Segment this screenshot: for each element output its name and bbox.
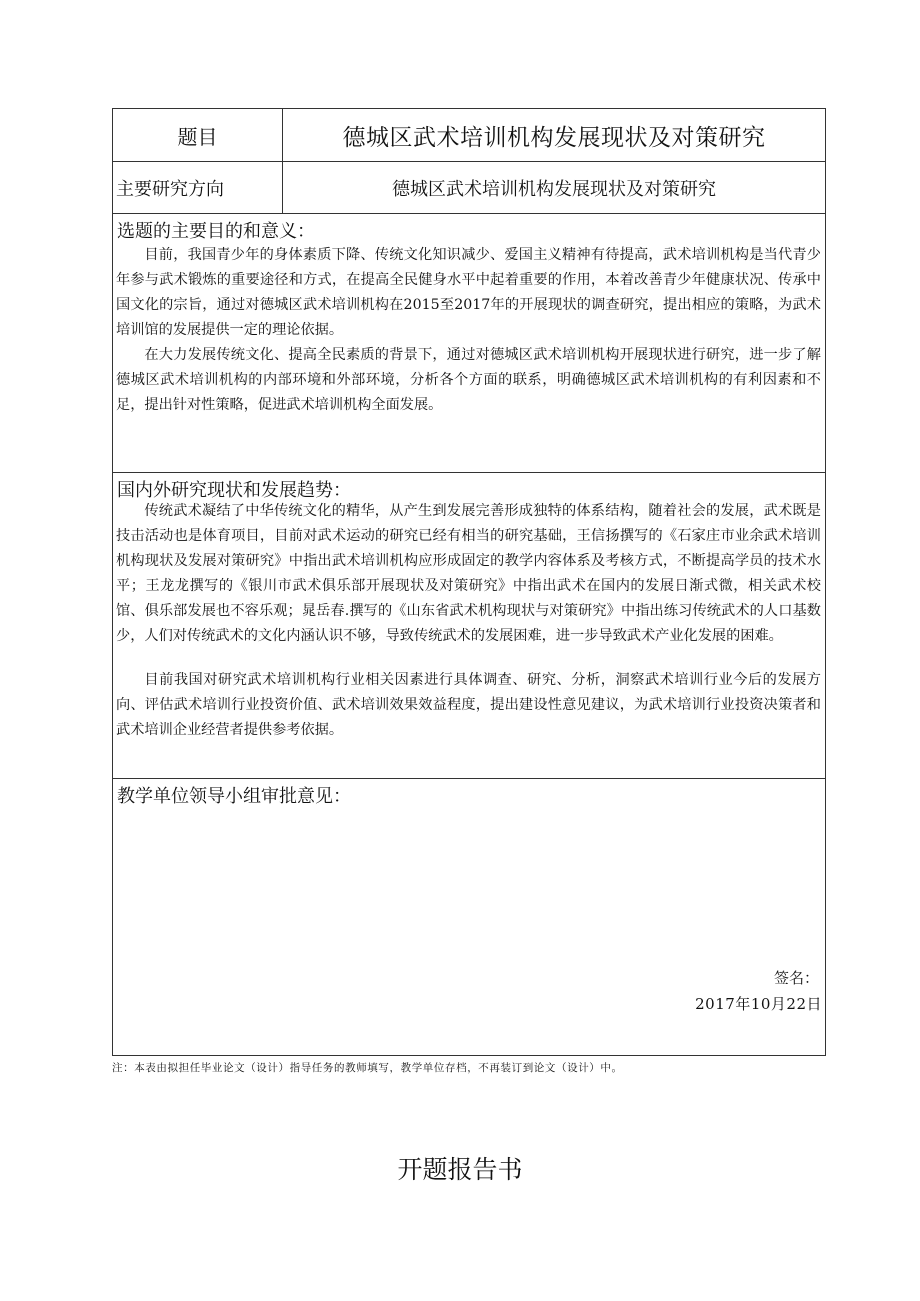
signature-label: 签名： [773,969,819,987]
title-value: 德城区武术培训机构发展现状及对策研究 [342,124,766,151]
research-status-paragraph-2: 目前我国对研究武术培训机构行业相关因素进行具体调查、研究、分析，洞察武术培训行业今后的发展方向、评估武术培训行业投资价值、武术培训效果效益程度，提出建设性意见建议，为武术培训行业投资决策者和武术培训企业经营者提供参考依据。 [116,672,821,738]
purpose-section [113,214,825,473]
research-direction-label: 主要研究方向 [113,162,283,213]
title-label: 题目 [113,109,283,161]
proposal-form-table [112,108,826,1056]
title-row [113,109,825,162]
purpose-paragraph-2: 在大力发展传统文化、提高全民素质的背景下，通过对德城区武术培训机构开展现状进行研究，进一步了解德城区武术培训机构的内部环境和外部环境，分析各个方面的联系，明确德城区武术培训机构的有利因素和不足，提出针对性策略，促进武术培训机构全面发展。 [116,347,821,413]
research-direction-value: 德城区武术培训机构发展现状及对策研究 [392,178,716,200]
approval-section [113,779,825,1055]
purpose-heading: 选题的主要目的和意义： [117,221,315,242]
footnote: 注：本表由拟担任毕业论文（设计）指导任务的教师填写，教学单位存档，不再装订到论文（设计）中。 [112,1062,623,1074]
research-status-section [113,473,825,779]
research-status-paragraph-1: 传统武术凝结了中华传统文化的精华，从产生到发展完善形成独特的体系结构，随着社会的发展，武术既是技击活动也是体育项目，目前对武术运动的研究已经有相当的研究基础，王信扬撰写的《石家庄市业余武术培训机构现状及发展对策研究》中指出武术培训机构应形成固定的教学内容体系及考核方式，不断提高学员的技术水平；王龙龙撰写的《银川市武术俱乐部开展现状及对策研究》中指出武术在国内的发展日渐式微，相关武术校馆、俱乐部发展也不容乐观；晁岳春.撰写的《山东省武术机构现状与对策研究》中指出练习传统武术的人口基数少，人们对传统武术的文化内涵认识不够，导致传统武术的发展困难，进一步导致武术产业化发展的困难。 [116,503,821,644]
cover-title: 开题报告书 [397,1155,523,1184]
purpose-paragraph-1: 目前，我国青少年的身体素质下降、传统文化知识减少、爱国主义精神有待提高，武术培训机构是当代青少年参与武术锻炼的重要途径和方式，在提高全民健身水平中起着重要的作用，本着改善青少年健康状况、传承中国文化的宗旨，通过对德城区武术培训机构在2015至2017年的开展现状的调查研究，提出相应的策略，为武术培训馆的发展提供一定的理论依据。 [116,247,821,338]
approval-date: 2017年10月22日 [695,995,822,1013]
research-direction-row [113,162,825,214]
approval-heading: 教学单位领导小组审批意见： [117,786,351,807]
research-status-heading: 国内外研究现状和发展趋势： [117,480,351,501]
